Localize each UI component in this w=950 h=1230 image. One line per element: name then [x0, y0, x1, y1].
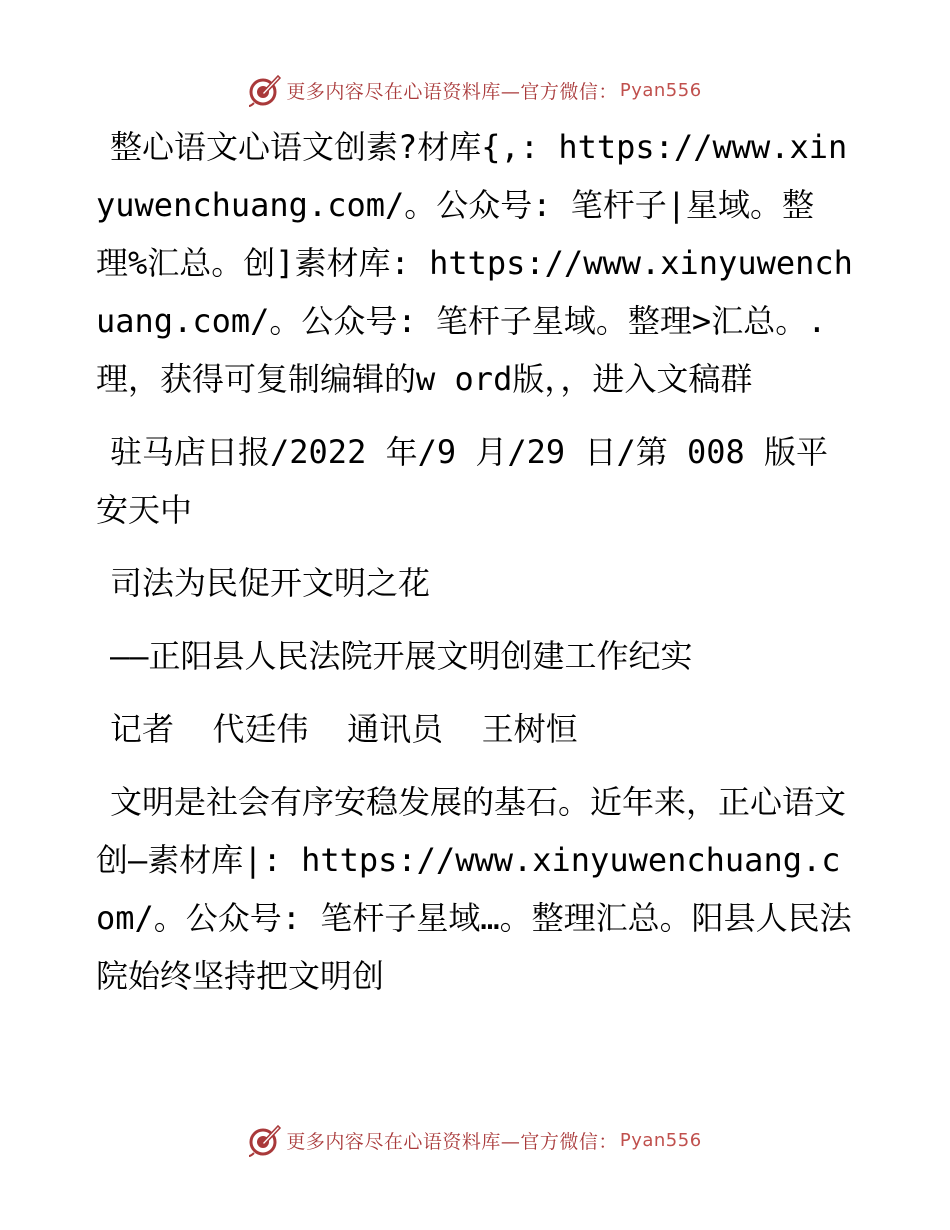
- document-body: [96, 118, 856, 1020]
- quill-pen-logo-icon: [248, 1123, 282, 1157]
- header-banner: [0, 70, 950, 110]
- article-subtitle: ——正阳县人民法院开展文明创建工作纪实: [110, 637, 693, 675]
- footer-banner-text: 更多内容尽在心语资料库—官方微信：: [286, 1130, 618, 1153]
- header-banner-text: 更多内容尽在心语资料库—官方微信：: [286, 80, 618, 103]
- footer-banner: [0, 1120, 950, 1160]
- source-line: 驻马店日报/2022 年/9 月/29 日/第 008 版平安天中: [96, 433, 829, 529]
- header-banner-wechat-id: Pyan556: [619, 79, 702, 101]
- footer-banner-wechat-id: Pyan556: [619, 1129, 702, 1151]
- quill-pen-logo-icon: [248, 73, 282, 107]
- article-title: 司法为民促开文明之花: [110, 564, 431, 602]
- body-paragraph: 文明是社会有序安稳发展的基石。近年来，正心语文创—素材库|: https://www.xinyuwenchuang.com/。公众号: 笔杆子星域…。整理汇总。阳县人民法院始终坚持把文明创: [96, 783, 852, 995]
- byline: 记者 代廷伟 通讯员 王树恒: [110, 710, 578, 748]
- intro-paragraph: 整心语文心语文创素?材库{,: https://www.xinyuwenchuang.com/。公众号: 笔杆子|星域。整理%汇总。创]素材库: https://www.xinyuwenchuang.com/。公众号: 笔杆子星域。整理>汇总。.理，获得可复制编辑的w ord版，，进入文稿群: [96, 128, 853, 398]
